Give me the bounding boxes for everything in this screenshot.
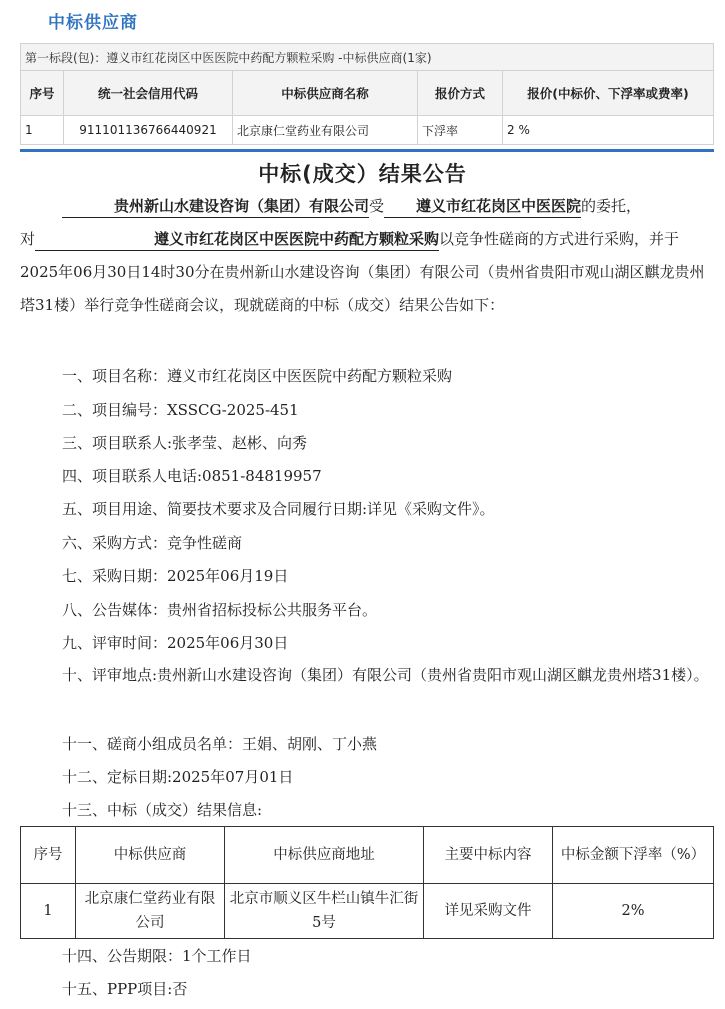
item-9: 九、评审时间：2025年06月30日: [62, 634, 289, 652]
col-supplier-name: 中标供应商名称: [233, 71, 418, 116]
item-1: 一、项目名称：遵义市红花岗区中医医院中药配方颗粒采购: [62, 367, 453, 385]
col-index: 序号: [21, 827, 76, 884]
col-quote-method: 报价方式: [418, 71, 503, 116]
result-table: [20, 826, 714, 939]
intro-text-4: 以竞争性磋商的方式进行采购，并于2025年06月30日14时30分在贵州新山水建设咨询（集团）有限公司（贵州省贵阳市观山湖区麒龙贵州塔31楼）举行竞争性磋商会议，现就磋商的中标（成交）结果公告如下：: [20, 230, 705, 314]
item-2: 二、项目编号：XSSCG-2025-451: [62, 401, 299, 419]
client-name: 遵义市红花岗区中医医院: [384, 195, 581, 218]
cell-supplier: 北京康仁堂药业有限公司: [76, 884, 225, 939]
item-3: 三、项目联系人:张孝莹、赵彬、向秀: [62, 434, 308, 452]
divider: [20, 149, 714, 152]
col-rate: 中标金额下浮率（%）: [553, 827, 714, 884]
intro-text-3: 对: [20, 230, 36, 248]
col-address: 中标供应商地址: [225, 827, 424, 884]
item-11: 十一、磋商小组成员名单：王娟、胡刚、丁小燕: [62, 735, 378, 753]
item-6: 六、采购方式：竞争性磋商: [62, 534, 243, 552]
item-12: 十二、定标日期:2025年07月01日: [62, 768, 294, 786]
winning-supplier-table: [20, 43, 714, 145]
item-15: 十五、PPP项目:否: [62, 980, 188, 998]
col-supplier: 中标供应商: [76, 827, 225, 884]
cell-credit-code: 911101136766440921: [64, 116, 233, 145]
document-title: 中标(成交）结果公告: [258, 162, 467, 186]
item-8: 八、公告媒体：贵州省招标投标公共服务平台。: [62, 601, 378, 619]
cell-index: 1: [21, 116, 64, 145]
cell-supplier-name: 北京康仁堂药业有限公司: [233, 116, 418, 145]
item-5: 五、项目用途、简要技术要求及合同履行日期:详见《采购文件》。: [62, 500, 495, 518]
intro-paragraph: [20, 190, 715, 322]
project-name: 遵义市红花岗区中医医院中药配方颗粒采购: [35, 228, 439, 251]
cell-rate: 2%: [553, 884, 714, 939]
item-7: 七、采购日期：2025年06月19日: [62, 567, 289, 585]
table-row: [21, 884, 714, 939]
cell-address: 北京市顺义区牛栏山镇牛汇街5号: [225, 884, 424, 939]
section-title: 中标供应商: [48, 13, 138, 33]
col-content: 主要中标内容: [424, 827, 553, 884]
item-10: 十、评审地点:贵州新山水建设咨询（集团）有限公司（贵州省贵阳市观山湖区麒龙贵州塔31楼）。: [62, 666, 709, 684]
agent-name: 贵州新山水建设咨询（集团）有限公司: [62, 195, 369, 218]
item-4: 四、项目联系人电话:0851-84819957: [62, 467, 322, 485]
table-row: [21, 116, 714, 145]
item-13: 十三、中标（成交）结果信息:: [62, 801, 263, 819]
col-index: 序号: [21, 71, 64, 116]
col-quote: 报价(中标价、下浮率或费率): [503, 71, 714, 116]
segment-caption: 第一标段(包)：遵义市红花岗区中医医院中药配方颗粒采购 -中标供应商(1家): [21, 44, 714, 71]
cell-content: 详见采购文件: [424, 884, 553, 939]
item-14: 十四、公告期限：1个工作日: [62, 947, 252, 965]
cell-quote-method: 下浮率: [418, 116, 503, 145]
cell-quote: 2 %: [503, 116, 714, 145]
intro-text-2: 的委托，: [581, 197, 642, 215]
cell-index: 1: [21, 884, 76, 939]
col-credit-code: 统一社会信用代码: [64, 71, 233, 116]
intro-text-1: 受: [369, 197, 385, 215]
